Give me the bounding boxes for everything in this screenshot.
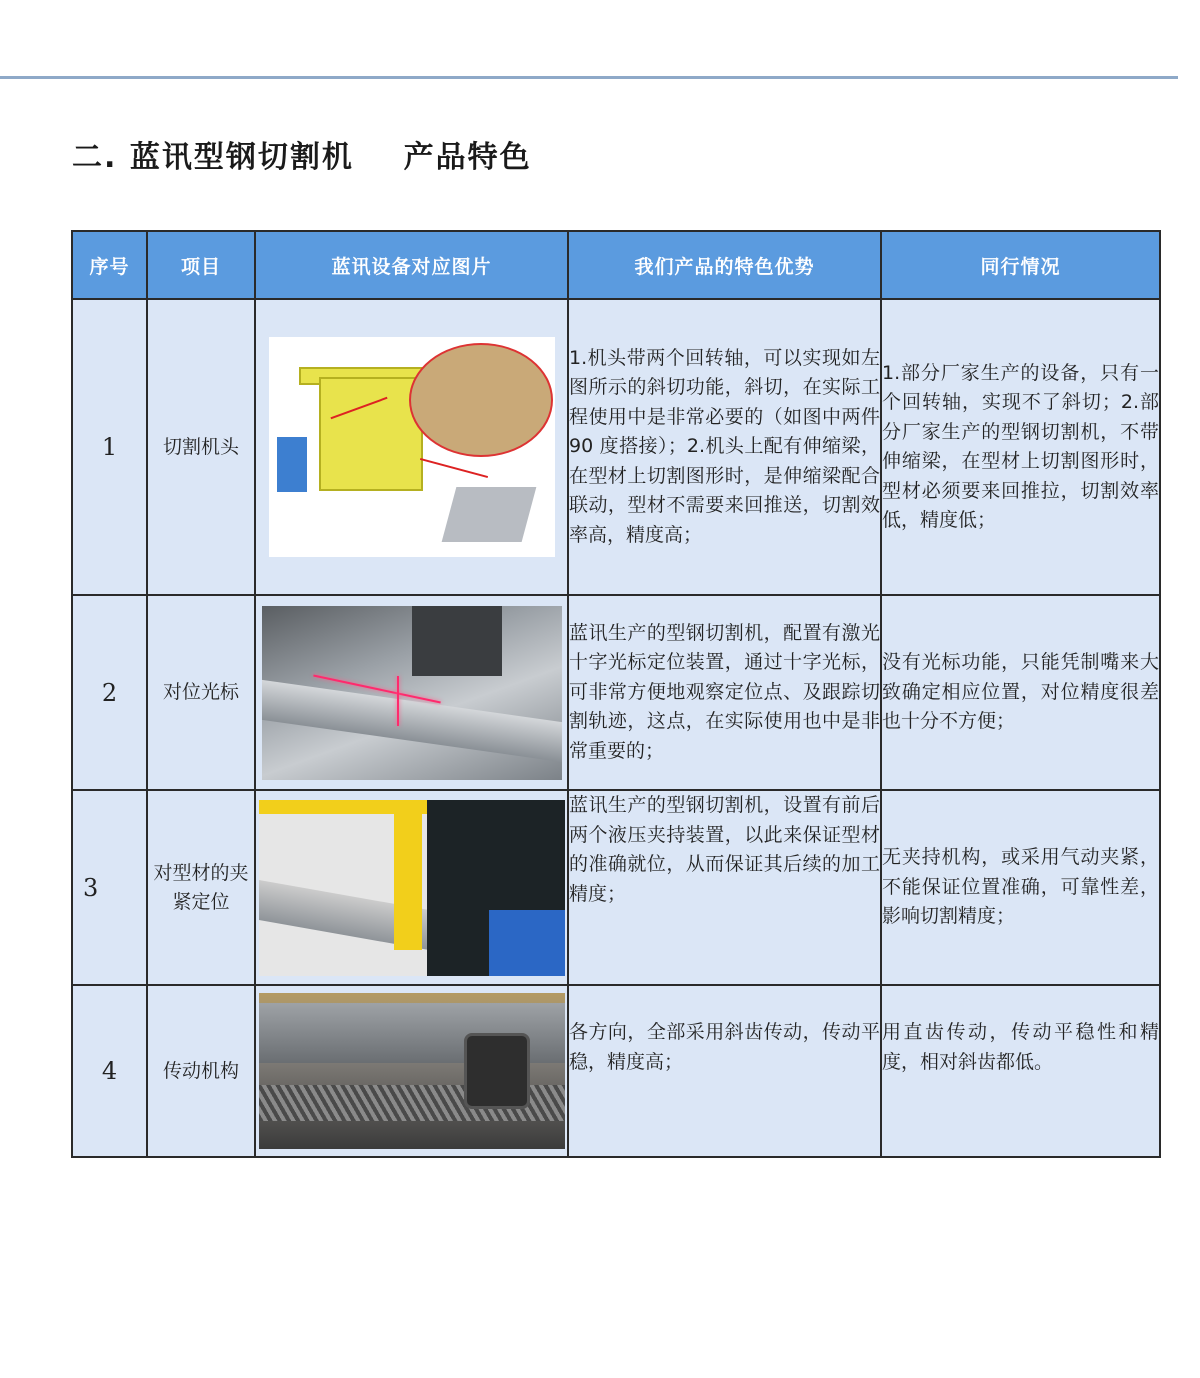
row-competitors: 无夹持机构，或采用气动夹紧，不能保证位置准确，可靠性差，影响切割精度； (881, 790, 1160, 985)
row-image-cell (255, 299, 568, 595)
row-advantage: 各方向，全部采用斜齿传动，传动平稳，精度高； (568, 985, 881, 1157)
row-image-cell (255, 595, 568, 790)
row-item: 传动机构 (147, 985, 255, 1157)
helical-gear-rack-photo (259, 993, 565, 1149)
row-number: 4 (72, 985, 147, 1157)
feature-table (71, 230, 1161, 1158)
row-number: 2 (72, 595, 147, 790)
row-advantage: 蓝讯生产的型钢切割机，配置有激光十字光标定位装置，通过十字光标，可非常方便地观察定位点、及跟踪切割轨迹，这点，在实际使用也中是非常重要的； (568, 595, 881, 790)
table-row (72, 299, 1160, 595)
laser-crosshair-photo (262, 606, 562, 780)
header-image: 蓝讯设备对应图片 (255, 231, 568, 299)
table-row (72, 790, 1160, 985)
row-advantage: 蓝讯生产的型钢切割机，设置有前后两个液压夹持装置，以此来保证型材的准确就位，从而保证其后续的加工精度； (568, 790, 881, 985)
row-number: 3 (72, 790, 147, 985)
header-competitors: 同行情况 (881, 231, 1160, 299)
cutting-head-diagram-image (269, 337, 555, 557)
row-advantage: 1.机头带两个回转轴，可以实现如左图所示的斜切功能，斜切，在实际工程使用中是非常必要的（如图中两件 90 度搭接）；2.机头上配有伸缩梁，在型材上切割图形时，是伸缩梁配合联动，型材不需要来回推送，切割效率高，精度高； (568, 299, 881, 595)
table-row (72, 595, 1160, 790)
row-image-cell (255, 790, 568, 985)
row-item: 切割机头 (147, 299, 255, 595)
row-item: 对位光标 (147, 595, 255, 790)
row-number: 1 (72, 299, 147, 595)
page-title: 二. 蓝讯型钢切割机 产品特色 (72, 140, 532, 175)
row-competitors: 没有光标功能，只能凭制嘴来大致确定相应位置，对位精度很差也十分不方便； (881, 595, 1160, 790)
row-competitors: 用直齿传动，传动平稳性和精度，相对斜齿都低。 (881, 985, 1160, 1157)
top-divider (0, 76, 1178, 79)
row-image-cell (255, 985, 568, 1157)
header-index: 序号 (72, 231, 147, 299)
table-row (72, 985, 1160, 1157)
row-competitors: 1.部分厂家生产的设备，只有一个回转轴，实现不了斜切；2.部分厂家生产的型钢切割机，不带伸缩梁，在型材上切割图形时，型材必须要来回推拉，切割效率低，精度低； (881, 299, 1160, 595)
table-header-row (72, 231, 1160, 299)
header-item: 项目 (147, 231, 255, 299)
hydraulic-clamp-photo (259, 800, 565, 976)
row-item: 对型材的夹紧定位 (147, 790, 255, 985)
header-advantage: 我们产品的特色优势 (568, 231, 881, 299)
